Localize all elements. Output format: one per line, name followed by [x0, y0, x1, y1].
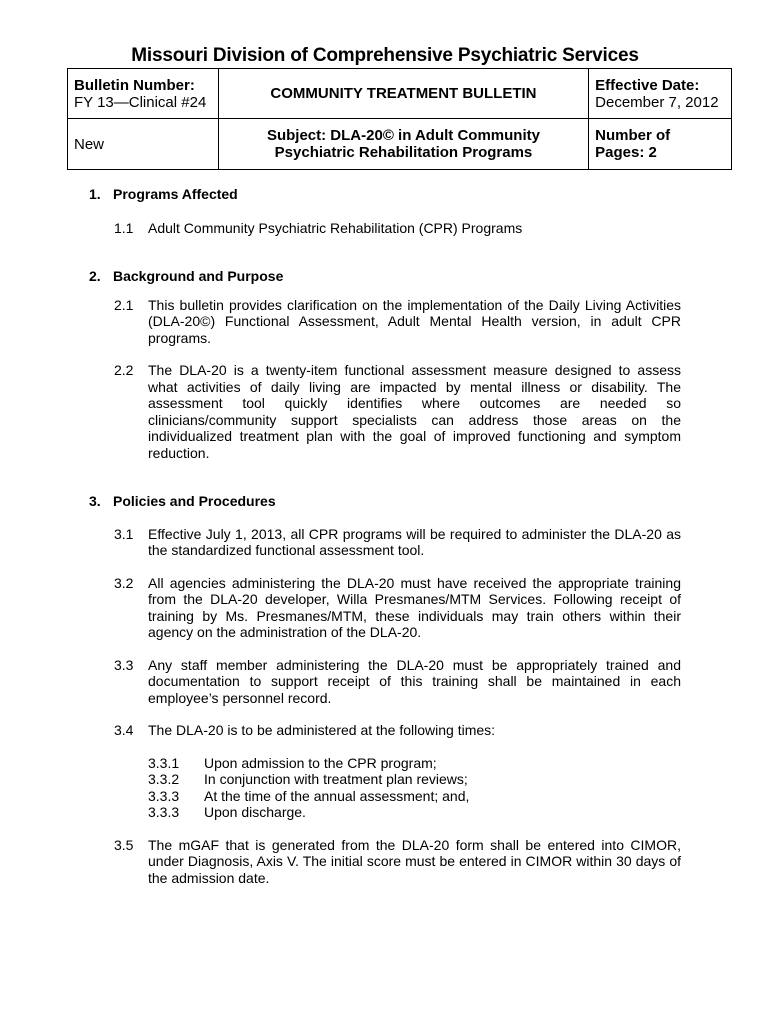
sub-item-number: 3.3.3: [148, 787, 180, 804]
effective-date-label: Effective Date:: [595, 76, 700, 94]
sub-item-text: Upon admission to the CPR program;: [204, 754, 437, 771]
subject-line-1: Subject: DLA-20© in Adult Community: [266, 127, 540, 144]
sub-item-number: 3.3.1: [148, 754, 180, 771]
item-text: Adult Community Psychiatric Rehabilitation (CPR) Programs: [148, 219, 523, 236]
bulletin-header-table: [67, 68, 732, 170]
list-item: [114, 722, 681, 739]
item-text: The DLA-20 is a twenty-item functional assessment measure designed to assess what activities of daily living are impacted by mental illness or disability. The assessment tool quickly identifies where outcomes are needed so clinicians/community support specialists can address those areas on the individualized treatment plan with the goal of improved functioning and symptom reduction.: [148, 362, 681, 461]
sub-item-number: 3.3.3: [148, 804, 180, 820]
section-title: Background and Purpose: [113, 268, 284, 284]
item-number: 3.2: [114, 574, 134, 591]
item-text: The DLA-20 is to be administered at the following times:: [148, 722, 496, 738]
sub-item-text: At the time of the annual assessment; and,: [204, 787, 470, 804]
list-item: [114, 657, 681, 707]
sub-list-item: [148, 771, 681, 788]
section-title: Programs Affected: [113, 186, 238, 202]
section-title: Policies and Procedures: [113, 493, 276, 509]
list-item: [114, 575, 681, 641]
item-text: Effective July 1, 2013, all CPR programs will be required to administer the DLA-20 as the standardized functional assessment tool.: [148, 525, 681, 558]
section-heading: [89, 268, 681, 285]
bulletin-type: COMMUNITY TREATMENT BULLETIN: [270, 85, 537, 102]
subject-cell: [218, 119, 588, 170]
subject-line-2: Psychiatric Rehabilitation Programs: [274, 144, 533, 161]
bulletin-number-label: Bulletin Number:: [74, 76, 195, 94]
sublist: [89, 755, 681, 821]
list-item: [114, 220, 681, 237]
pages-label: Number of: [595, 127, 671, 144]
sub-list-item: [148, 755, 681, 772]
status-cell: [68, 119, 219, 170]
sub-list-item: [148, 788, 681, 805]
list-item: [114, 297, 681, 347]
item-number: 2.1: [114, 296, 134, 313]
item-text: The mGAF that is generated from the DLA-20 form shall be entered into CIMOR, under Diagnosis, Axis V. The initial score must be entered in CIMOR within 30 days of the admission date.: [148, 836, 681, 886]
list-item: [114, 362, 681, 461]
section-number: 1.: [89, 186, 101, 202]
pages-value: Pages: 2: [595, 144, 657, 161]
sub-item-text: Upon discharge.: [204, 804, 306, 820]
sub-list-item: [148, 804, 681, 821]
sub-item-number: 3.3.2: [148, 771, 180, 787]
section-number: 3.: [89, 493, 101, 509]
effective-date-cell: [589, 69, 732, 119]
section-number: 2.: [89, 268, 101, 284]
effective-date-value: December 7, 2012: [595, 93, 719, 111]
item-number: 2.2: [114, 362, 134, 378]
item-number: 1.1: [114, 219, 134, 236]
section-heading: [89, 493, 681, 510]
item-number: 3.4: [114, 722, 134, 738]
section-heading: [89, 186, 681, 203]
bulletin-body: [89, 186, 681, 886]
item-number: 3.1: [114, 525, 134, 542]
item-number: 3.5: [114, 836, 134, 853]
sub-item-text: In conjunction with treatment plan reviews;: [204, 771, 468, 787]
item-text: Any staff member administering the DLA-20 must be appropriately trained and documentation to support receipt of this training shall be maintained in each employee’s personnel record.: [148, 656, 681, 706]
list-item: [114, 526, 681, 559]
page-title: Missouri Division of Comprehensive Psychiatric Services: [131, 45, 639, 66]
item-text: All agencies administering the DLA-20 must have received the appropriate training from the DLA-20 developer, Willa Presmanes/MTM Services. Following receipt of training by Ms. Presmanes/MTM, these individuals may train others within their agency on the administration of the DLA-20.: [148, 574, 681, 640]
pages-cell: [589, 119, 732, 170]
bulletin-status: New: [74, 135, 105, 153]
bulletin-type-cell: [218, 69, 588, 119]
bulletin-number-value: FY 13—Clinical #24: [74, 93, 207, 111]
item-number: 3.3: [114, 656, 134, 673]
item-text: This bulletin provides clarification on the implementation of the Daily Living Activities (DLA-20©) Functional Assessment, Adult Mental Health version, in adult CPR programs.: [148, 296, 681, 346]
list-item: [114, 837, 681, 887]
bulletin-number-cell: [68, 69, 219, 119]
